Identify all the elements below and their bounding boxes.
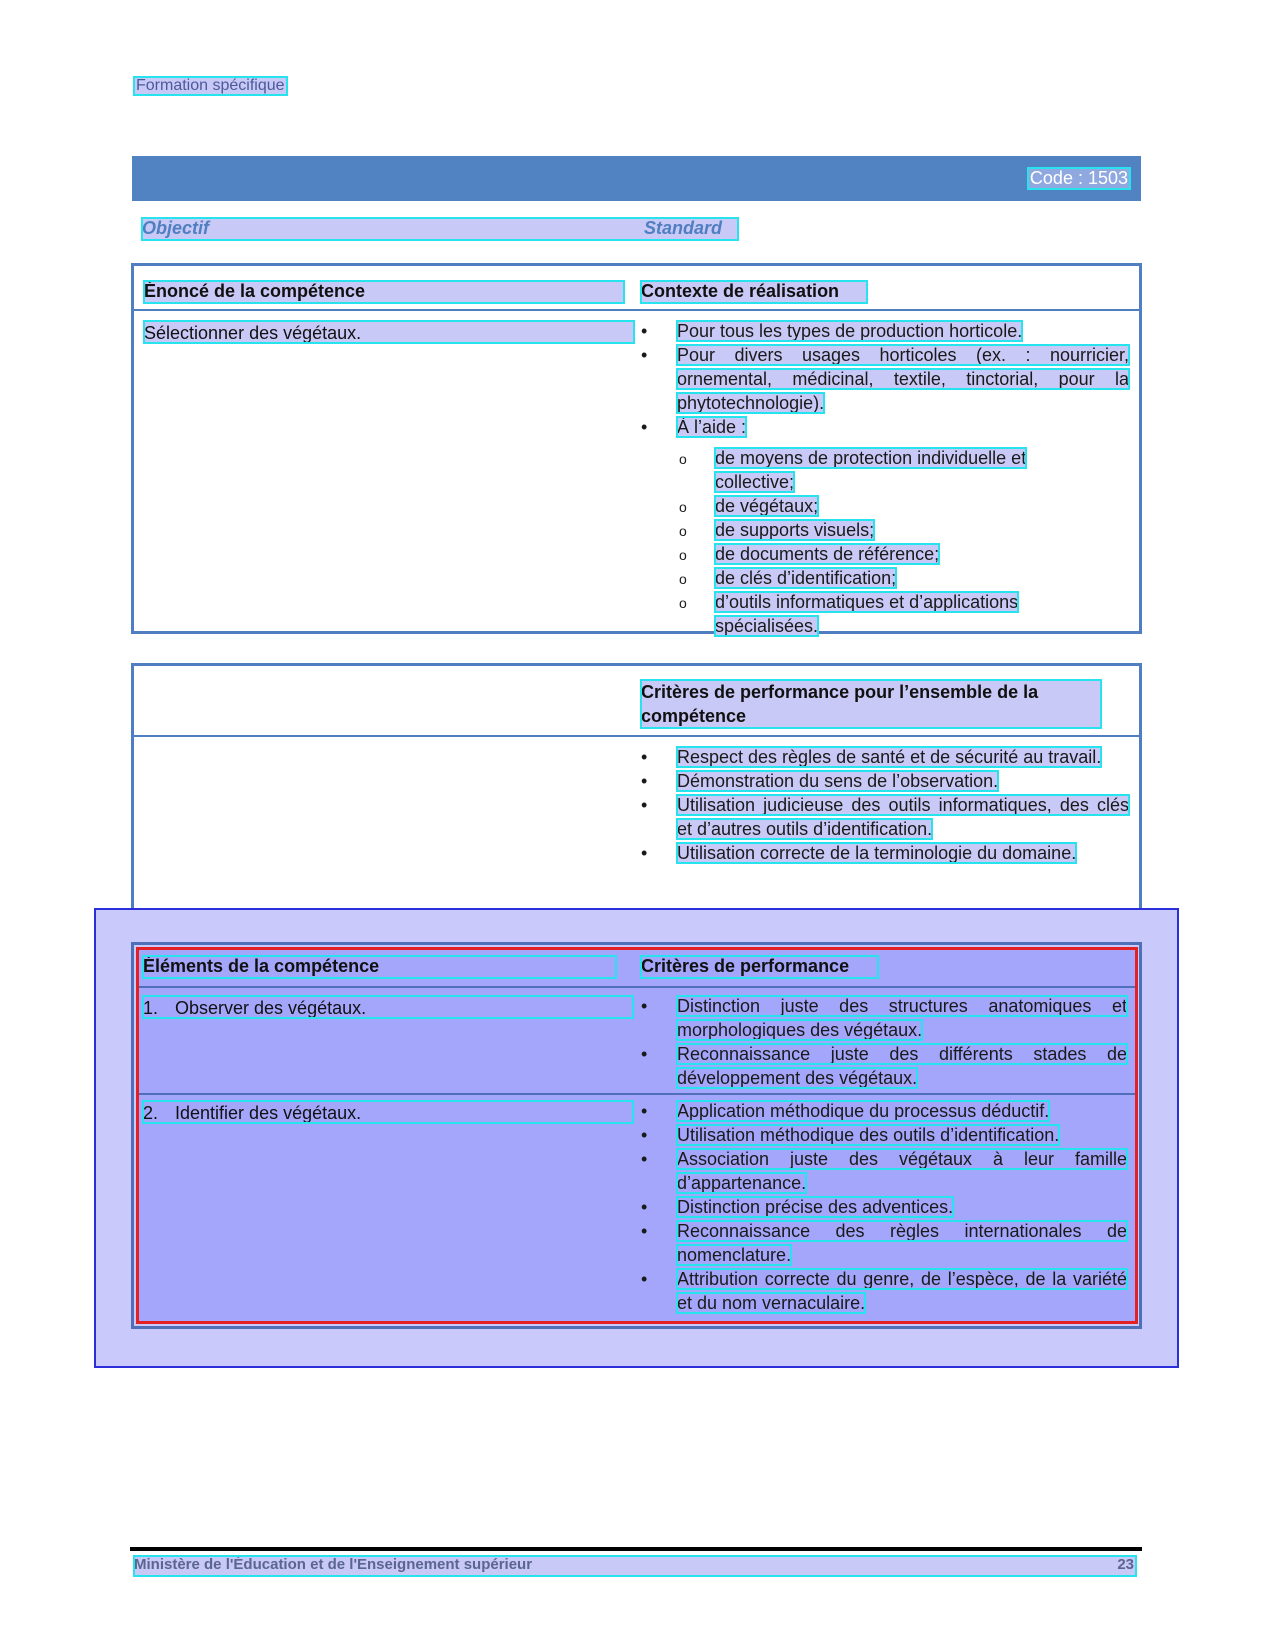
criterion-text: Utilisation correcte de la terminologie du domaine.: [677, 843, 1077, 863]
code-banner: [132, 156, 1141, 201]
list-item: [641, 1219, 1127, 1267]
running-header: Formation spécifique: [136, 77, 285, 94]
criterion-text: Distinction précise des adventices.: [677, 1197, 954, 1217]
element-number: 1.: [143, 998, 159, 1018]
statement-table: [131, 263, 1142, 634]
list-item: [641, 1147, 1127, 1195]
aid-item-text: de moyens de protection individuelle et collective;: [715, 448, 1027, 492]
list-item: [641, 415, 1129, 439]
element-number: 2.: [143, 1103, 159, 1123]
footer: [134, 1556, 1136, 1576]
element-1-criteria: [641, 994, 1127, 1090]
ministry-name: Ministère de l'Éducation et de l'Enseignement supérieur: [134, 1556, 533, 1573]
competency-statement: Sélectionner des végétaux.: [144, 321, 634, 343]
aid-item-text: de clés d’identification;: [715, 568, 897, 588]
statement-column-header: Énoncé de la compétence: [144, 281, 624, 303]
criterion-text: Utilisation judicieuse des outils informatiques, des clés et d’autres outils d’identification.: [677, 795, 1129, 839]
list-item: [641, 841, 1129, 865]
list-item: [679, 494, 1089, 518]
list-item: [641, 1123, 1127, 1147]
list-item: [641, 769, 1129, 793]
context-item-text: Pour tous les types de production horticole.: [677, 321, 1023, 341]
context-column-header: Contexte de réalisation: [641, 281, 867, 303]
elements-table-highlight[interactable]: [136, 947, 1138, 1324]
footer-rule: [130, 1547, 1142, 1551]
criterion-text: Utilisation méthodique des outils d’identification.: [677, 1125, 1060, 1145]
list-item: [679, 566, 1089, 590]
list-item: [641, 1099, 1127, 1123]
table-divider: [139, 986, 1135, 988]
global-criteria-list: [641, 745, 1129, 865]
element-label: Identifier des végétaux.: [175, 1103, 362, 1123]
criterion-text: Reconnaissance juste des différents stades de développement des végétaux.: [677, 1044, 1127, 1088]
table-divider: [139, 1093, 1135, 1095]
list-item: [679, 518, 1089, 542]
objective-label: Objectif: [142, 218, 210, 238]
list-item: [641, 343, 1129, 415]
list-item: [679, 542, 1089, 566]
list-item: [641, 793, 1129, 841]
list-item: [641, 1042, 1127, 1090]
list-item: [679, 446, 1089, 494]
list-item: [641, 319, 1129, 343]
list-item: [641, 994, 1127, 1042]
aids-list: [679, 446, 1089, 638]
table-divider: [134, 735, 1139, 737]
list-item: [679, 590, 1089, 638]
element-1: [143, 996, 633, 1018]
context-list: [641, 319, 1129, 439]
criteria-column-header: Critères de performance: [641, 956, 878, 978]
list-item: [641, 745, 1129, 769]
page-number: 23: [1117, 1556, 1134, 1573]
element-label: Observer des végétaux.: [175, 998, 367, 1018]
criterion-text: Démonstration du sens de l’observation.: [677, 771, 999, 791]
element-2-criteria: [641, 1099, 1127, 1315]
criterion-text: Respect des règles de santé et de sécurité au travail.: [677, 747, 1102, 767]
standard-label: Standard: [644, 218, 723, 238]
table-divider: [134, 309, 1139, 311]
list-item: [641, 1267, 1127, 1315]
criterion-text: Association juste des végétaux à leur famille d’appartenance.: [677, 1149, 1127, 1193]
criterion-text: Application méthodique du processus déductif.: [677, 1101, 1050, 1121]
criterion-text: Distinction juste des structures anatomiques et morphologiques des végétaux.: [677, 996, 1127, 1040]
context-item-text: À l’aide :: [677, 417, 747, 437]
aid-item-text: de supports visuels;: [715, 520, 875, 540]
aid-item-text: d’outils informatiques et d’applications spécialisées.: [715, 592, 1019, 636]
global-criteria-table: [131, 663, 1142, 914]
aid-item-text: de documents de référence;: [715, 544, 940, 564]
context-item-text: Pour divers usages horticoles (ex. : nourricier, ornemental, médicinal, textile, tinctorial, pour la phytotechnologie).: [677, 345, 1129, 413]
competency-code: Code : 1503: [1029, 168, 1128, 188]
global-criteria-header: Critères de performance pour l’ensemble de la compétence: [641, 680, 1101, 728]
element-2: [143, 1101, 633, 1123]
elements-column-header: Éléments de la compétence: [143, 956, 616, 978]
criterion-text: Attribution correcte du genre, de l’espèce, de la variété et du nom vernaculaire.: [677, 1269, 1127, 1313]
criterion-text: Reconnaissance des règles internationales de nomenclature.: [677, 1221, 1127, 1265]
aid-item-text: de végétaux;: [715, 496, 819, 516]
objective-row: [142, 218, 738, 240]
list-item: [641, 1195, 1127, 1219]
